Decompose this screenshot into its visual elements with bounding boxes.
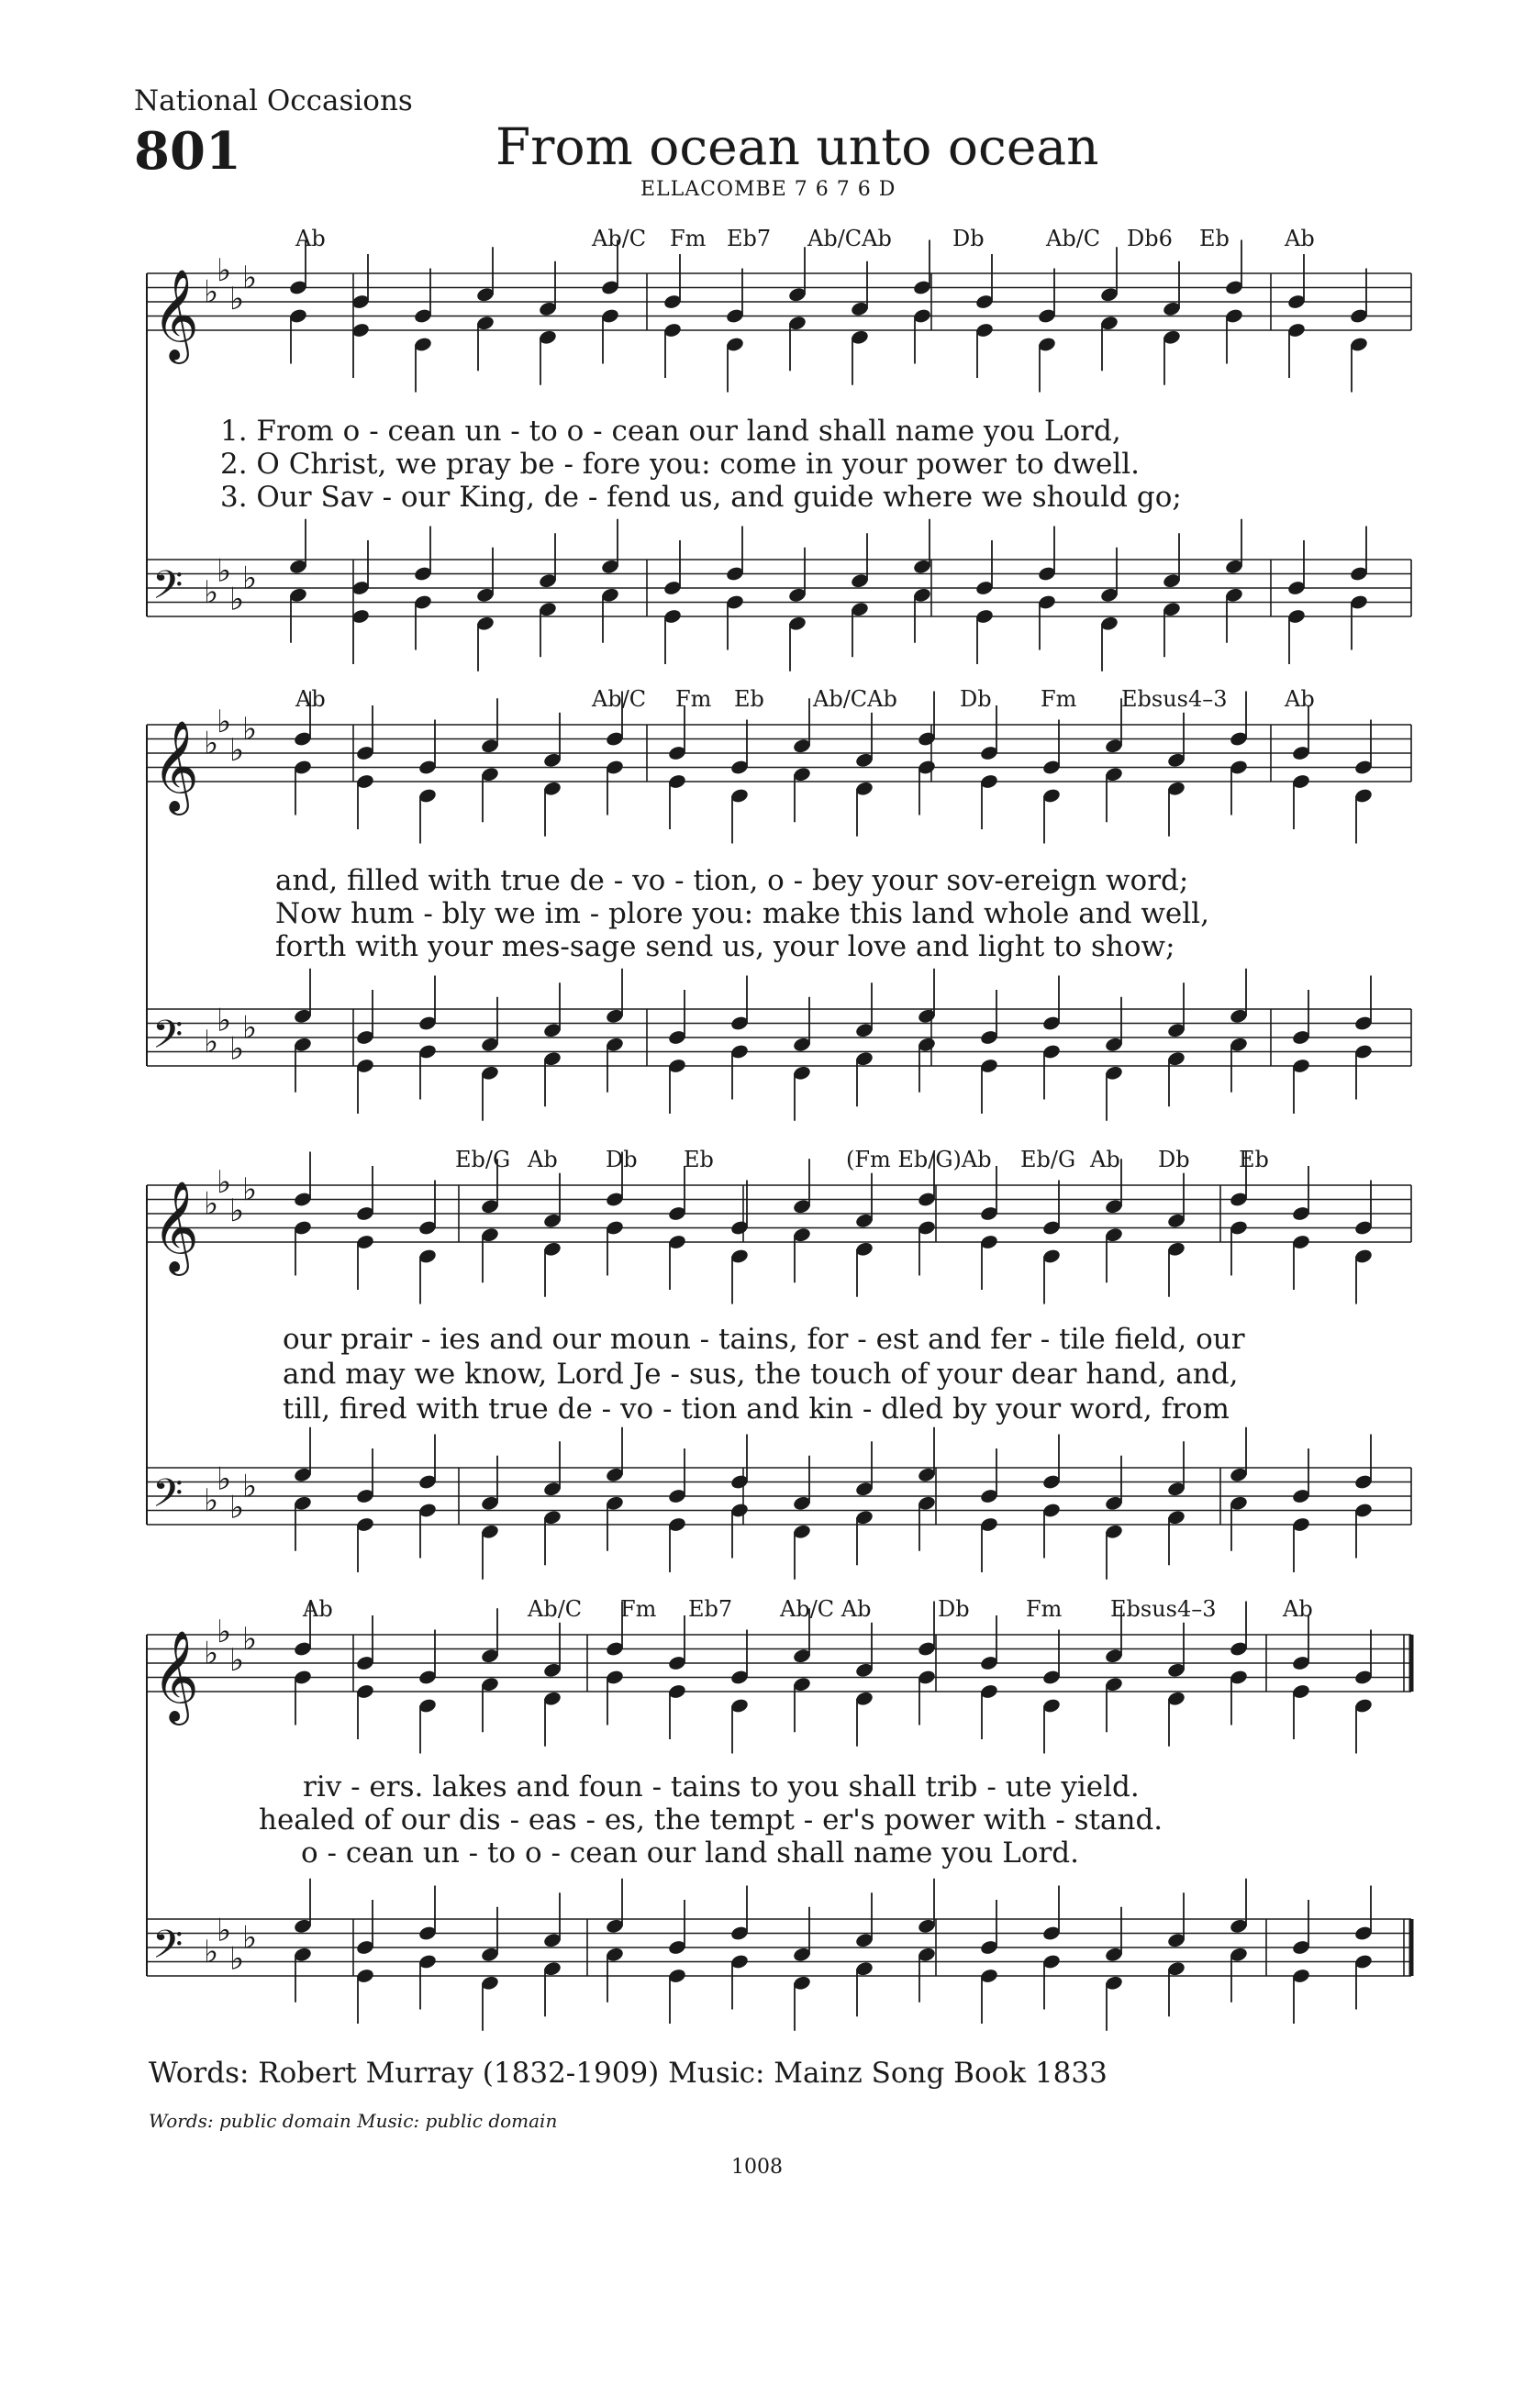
treble-clef-icon: 𝄞 [152, 1630, 199, 1722]
chord-symbol: Eb7 [727, 226, 772, 251]
lyric-line-verse-1: our prair - ies and our moun - tains, for - est and fer - tile field, our [283, 1323, 1245, 1356]
flat-icon: ♭ [204, 1933, 219, 1970]
chord-symbol: (Fm Eb/G)Ab [846, 1147, 992, 1172]
lyric-line-verse-3: till, fired with true de - vo - tion and kin - dled by your word, from [283, 1393, 1230, 1426]
lyric-line-verse-3: o - cean un - to o - cean our land shall name you Lord. [301, 1837, 1080, 1870]
chord-symbol: Fm [670, 226, 707, 251]
treble-clef-icon: 𝄞 [152, 269, 199, 361]
flat-icon: ♭ [242, 1620, 258, 1658]
flat-icon: ♭ [204, 1023, 219, 1060]
lyric-line-verse-1: 1. From o - cean un - to o - cean our land shall name you Lord, [220, 415, 1121, 448]
hymn-title: From ocean unto ocean [495, 117, 1099, 176]
bass-clef-icon: 𝄢 [152, 562, 184, 618]
bass-clef-icon: 𝄢 [152, 1012, 184, 1068]
chord-symbol: Ab [1285, 226, 1315, 251]
lyric-line-verse-2: healed of our dis - eas - es, the tempt - er's power with - stand. [259, 1803, 1163, 1837]
flat-icon: ♭ [229, 732, 245, 769]
flat-icon: ♭ [242, 1468, 258, 1505]
tune-name: ELLACOMBE 7 6 7 6 D [640, 178, 896, 201]
flat-icon: ♭ [229, 1489, 245, 1526]
chord-symbol: Db6 [1127, 226, 1173, 251]
chord-symbol: Fm [1026, 1596, 1063, 1622]
flat-icon: ♭ [204, 725, 219, 762]
chord-symbol: Ab [1090, 1147, 1120, 1172]
chord-symbol: Ab [295, 686, 326, 712]
lyric-line-verse-3: forth with your mes-sage send us, your love and light to show; [275, 930, 1175, 963]
flat-icon: ♭ [229, 1940, 245, 1978]
lyric-line-verse-1: riv - ers. lakes and foun - tains to you shall trib - ute yield. [303, 1770, 1140, 1803]
chord-symbol: Ab/CAb [807, 226, 892, 251]
chord-symbol: Fm [675, 686, 712, 712]
flat-icon: ♭ [229, 1193, 245, 1229]
flat-icon: ♭ [242, 560, 258, 597]
lyric-line-verse-1: and, filled with true de - vo - tion, o - bey your sov-ereign word; [275, 864, 1189, 897]
credits-line: Words: Robert Murray (1832-1909) Music: Mainz Song Book 1833 [149, 2057, 1108, 2090]
chord-symbol: Db [960, 686, 992, 712]
flat-icon: ♭ [229, 581, 245, 618]
chord-symbol: Eb [1199, 226, 1230, 251]
chord-symbol: Db [938, 1596, 970, 1622]
chord-symbol: Ab/C [592, 226, 647, 251]
flat-icon: ♭ [217, 704, 232, 740]
flat-icon: ♭ [217, 1164, 232, 1201]
chord-symbol: Ab/C [1046, 226, 1101, 251]
chord-symbol: Ab [1283, 1596, 1313, 1622]
treble-clef-icon: 𝄞 [152, 1181, 199, 1272]
flat-icon: ♭ [217, 1460, 232, 1498]
flat-icon: ♭ [204, 273, 219, 311]
chord-symbol: Eb [684, 1147, 714, 1172]
chord-symbol: Eb/G [455, 1147, 511, 1172]
lyric-line-verse-2: 2. O Christ, we pray be - fore you: come in your power to dwell. [220, 448, 1141, 481]
flat-icon: ♭ [229, 1642, 245, 1679]
chord-symbol: Db [606, 1147, 638, 1172]
chord-symbol: Ab/CAb [813, 686, 897, 712]
chord-symbol: Ab [295, 226, 326, 251]
flat-icon: ♭ [204, 573, 219, 611]
flat-icon: ♭ [217, 552, 232, 590]
bass-clef-icon: 𝄢 [152, 1922, 184, 1978]
flat-icon: ♭ [217, 252, 232, 289]
treble-clef-icon: 𝄞 [152, 720, 199, 812]
chord-symbol: Ebsus4–3 [1121, 686, 1228, 712]
chord-symbol: Fm [620, 1596, 657, 1622]
flat-icon: ♭ [217, 1002, 232, 1039]
chord-symbol: Ebsus4–3 [1110, 1596, 1217, 1622]
chord-symbol: Eb [734, 686, 764, 712]
flat-icon: ♭ [242, 1009, 258, 1047]
flat-icon: ♭ [217, 1614, 232, 1650]
flat-icon: ♭ [242, 1919, 258, 1957]
chord-symbol: Ab/C [592, 686, 647, 712]
lyric-line-verse-3: 3. Our Sav - our King, de - fend us, and guide where we should go; [220, 481, 1182, 514]
flat-icon: ♭ [242, 710, 258, 748]
section-label: National Occasions [134, 84, 413, 117]
flat-icon: ♭ [204, 1185, 219, 1223]
chord-symbol: Ab/C [528, 1596, 583, 1622]
hymn-number: 801 [134, 121, 241, 182]
chord-symbol: Db [1158, 1147, 1190, 1172]
copyright-line: Words: public domain Music: public domain [149, 2110, 558, 2132]
flat-icon: ♭ [204, 1635, 219, 1672]
page-number: 1008 [731, 2156, 783, 2179]
chord-symbol: Db [952, 226, 985, 251]
chord-symbol: Fm [1041, 686, 1077, 712]
flat-icon: ♭ [217, 1912, 232, 1949]
flat-icon: ♭ [204, 1481, 219, 1519]
flat-icon: ♭ [242, 1171, 258, 1208]
chord-symbol: Ab [528, 1147, 558, 1172]
flat-icon: ♭ [229, 281, 245, 317]
chord-symbol: Eb/G [1020, 1147, 1076, 1172]
chord-symbol: Eb7 [688, 1596, 733, 1622]
flat-icon: ♭ [229, 1030, 245, 1068]
lyric-line-verse-2: and may we know, Lord Je - sus, the touch of your dear hand, and, [283, 1358, 1239, 1391]
flat-icon: ♭ [242, 259, 258, 296]
chord-symbol: Ab/C Ab [780, 1596, 872, 1622]
chord-symbol: Ab [1285, 686, 1315, 712]
chord-symbol: Eb [1239, 1147, 1269, 1172]
bass-clef-icon: 𝄢 [152, 1470, 184, 1526]
chord-symbol: Ab [303, 1596, 333, 1622]
lyric-line-verse-2: Now hum - bly we im - plore you: make this land whole and well, [275, 897, 1209, 930]
